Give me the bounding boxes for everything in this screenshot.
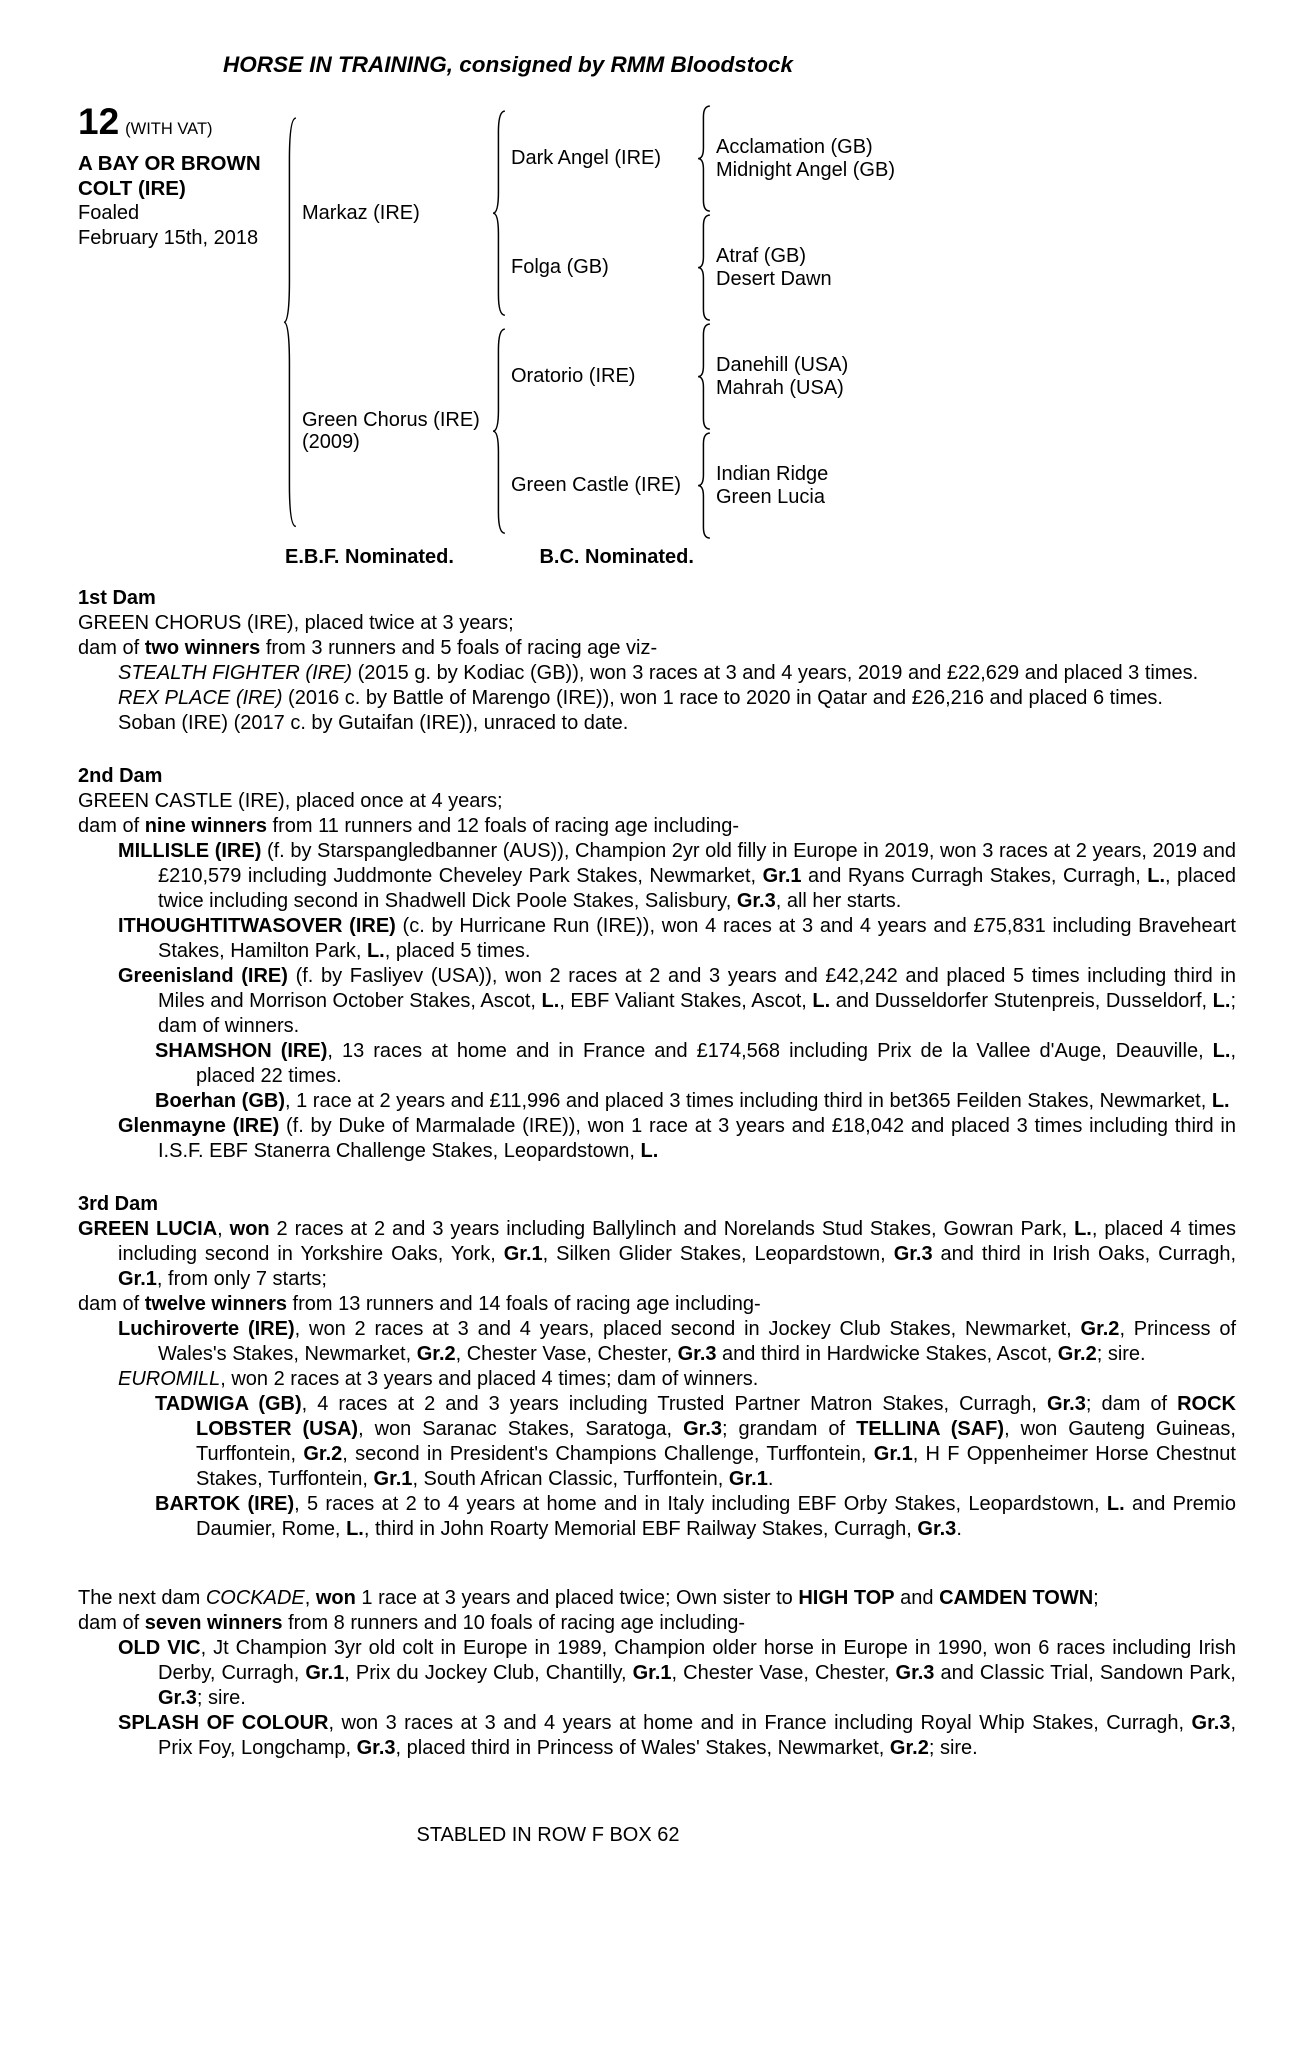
section-heading: 3rd Dam (78, 1192, 159, 1215)
paragraph: Glenmayne (IRE) (f. by Duke of Marmalade (IRE)), won 1 race at 3 years and £18,042 and placed 3 times including third in I.S.F. EBF Stanerra Challenge Stakes, Leopardstown, L. (118, 1114, 1237, 1162)
dam-dam-dam-name: Green Lucia (716, 485, 825, 508)
paragraph: ITHOUGHTITWASOVER (IRE) (c. by Hurricane Run (IRE)), won 4 races at 3 and 4 years and £75,831 including Braveheart Stakes, Hamilton Park, L., placed 5 times. (118, 914, 1236, 962)
paragraph: OLD VIC, Jt Champion 3yr old colt in Europe in 1989, Champion older horse in Europe in 1990, won 6 races including Irish Derby, Curragh, Gr.1, Prix du Jockey Club, Chantilly, Gr.1, Chester Vase, Chester, Gr.3 and Classic Trial, Sandown Park, Gr.3; sire. (118, 1636, 1236, 1709)
colt-description (78, 151, 283, 201)
dam-year: (2009) (302, 431, 360, 454)
paragraph: SHAMSHON (IRE), 13 races at home and in France and £174,568 including Prix de la Vallee d'Auge, Deauville, L., placed 22 times. (155, 1039, 1236, 1087)
paragraph: Luchiroverte (IRE), won 2 races at 3 and 4 years, placed second in Jockey Club Stakes, Newmarket, Gr.2, Princess of Wales's Stakes, Newmarket, Gr.2, Chester Vase, Chester, Gr.3 and third in Hardwicke Stakes, Ascot, Gr.2; sire. (118, 1317, 1236, 1365)
paragraph: TADWIGA (GB), 4 races at 2 and 3 years including Trusted Partner Matron Stakes, Curragh, Gr.3; dam of ROCK LOBSTER (USA), won Saranac Stakes, Saratoga, Gr.3; grandam of TELLINA (SAF), won Gauteng Guineas, Turffontein, Gr.2, second in President's Champions Challenge, Turffontein, Gr.1, H F Oppenheimer Horse Chestnut Stakes, Turffontein, Gr.1, South African Classic, Turffontein, Gr.1. (155, 1392, 1236, 1490)
sire-dam-name: Folga (GB) (511, 256, 609, 279)
sire-dam-dam-name: Desert Dawn (716, 267, 832, 290)
paragraph: BARTOK (IRE), 5 races at 2 to 4 years at home and in Italy including EBF Orby Stakes, Leopardstown, L. and Premio Daumier, Rome, L., third in John Roarty Memorial EBF Railway Stakes, Curragh, Gr.3. (155, 1492, 1236, 1540)
brace-icon (283, 104, 298, 541)
paragraph: GREEN LUCIA, won 2 races at 2 and 3 years including Ballylinch and Norelands Stud Stakes, Gowran Park, L., placed 4 times including second in Yorkshire Oaks, York, Gr.1, Silken Glider Stakes, Leopardstown, Gr.3 and third in Irish Oaks, Curragh, Gr.1, from only 7 starts; (78, 1217, 1236, 1290)
dam-sire-sire-name: Danehill (USA) (716, 353, 849, 376)
pedigree-section (78, 1586, 1236, 1761)
dam-dam-name: Green Castle (IRE) (511, 474, 682, 497)
paragraph: Greenisland (IRE) (f. by Fasliyev (USA)), won 2 races at 2 and 3 years and £42,242 and placed 5 times including third in Miles and Morrison October Stakes, Ascot, L., EBF Valiant Stakes, Ascot, L. and Dusseldorfer Stutenpreis, Dusseldorf, L.; dam of winners. (118, 964, 1236, 1037)
brace-icon (492, 322, 507, 540)
dam-dam-sire-name: Indian Ridge (716, 462, 829, 485)
section-heading: 2nd Dam (78, 764, 163, 787)
paragraph: GREEN CHORUS (IRE), placed twice at 3 years; (78, 611, 514, 634)
section-heading: 1st Dam (78, 586, 156, 609)
paragraph: dam of twelve winners from 13 runners and 14 foals of racing age including- (78, 1292, 761, 1315)
paragraph: REX PLACE (IRE) (2016 c. by Battle of Marengo (IRE)), won 1 race to 2020 in Qatar and £26,216 and placed 6 times. (118, 686, 1163, 709)
paragraph: STEALTH FIGHTER (IRE) (2015 g. by Kodiac (GB)), won 3 races at 3 and 4 years, 2019 and £22,629 and placed 3 times. (118, 661, 1199, 684)
colt-description-line1: A BAY OR BROWN (78, 152, 261, 175)
paragraph: MILLISLE (IRE) (f. by Starspangledbanner (AUS)), Champion 2yr old filly in Europe in 2019, won 3 races at 2 years, 2019 and £210,579 including Juddmonte Cheveley Park Stakes, Newmarket, Gr.1 and Ryans Curragh Stakes, Curragh, L., placed twice including second in Shadwell Dick Poole Stakes, Salisbury, Gr.3, all her starts. (118, 839, 1236, 912)
dam-sire-name: Oratorio (IRE) (511, 365, 636, 388)
foaled-label: Foaled (78, 202, 140, 224)
paragraph: EUROMILL, won 2 races at 3 years and placed 4 times; dam of winners. (118, 1367, 759, 1390)
sire-sire-sire-name: Acclamation (GB) (716, 135, 873, 158)
paragraph: The next dam COCKADE, won 1 race at 3 years and placed twice; Own sister to HIGH TOP and CAMDEN TOWN; (78, 1586, 1099, 1609)
dam-name-text: Green Chorus (IRE) (302, 409, 480, 432)
brace-icon (492, 104, 507, 322)
stabling-note: STABLED IN ROW F BOX 62 (416, 1823, 680, 1846)
lot-header-area (78, 101, 1314, 541)
lot-number: 12 (78, 101, 120, 142)
pedigree-section (78, 764, 1236, 1164)
ebf-nominated-label: E.B.F. Nominated. (285, 545, 454, 568)
paragraph: Soban (IRE) (2017 c. by Gutaifan (IRE)), unraced to date. (118, 711, 629, 734)
paragraph: SPLASH OF COLOUR, won 3 races at 3 and 4 years at home and in France including Royal Whip Stakes, Curragh, Gr.3, Prix Foy, Longchamp, Gr.3, placed third in Princess of Wales' Stakes, Newmarket, Gr.2; sire. (118, 1711, 1237, 1759)
pedigree-tree (283, 104, 895, 541)
nominations-row (285, 545, 1314, 570)
page-title: HORSE IN TRAINING, consigned by RMM Bloodstock (222, 52, 794, 77)
sire-sire-name: Dark Angel (IRE) (511, 147, 662, 170)
colt-description-line2: COLT (IRE) (78, 177, 186, 200)
brace-icon (697, 104, 712, 213)
dam-sire-dam-name: Mahrah (USA) (716, 376, 844, 399)
paragraph: dam of seven winners from 8 runners and 10 foals of racing age including- (78, 1611, 746, 1634)
dam-name (302, 409, 492, 453)
brace-icon (697, 322, 712, 431)
paragraph: dam of two winners from 3 runners and 5 foals of racing age viz- (78, 636, 658, 659)
lot-info-column (78, 101, 283, 251)
paragraph: GREEN CASTLE (IRE), placed once at 4 years; (78, 789, 503, 812)
pedigree-sections (78, 586, 1236, 1761)
bc-nominated-label: B.C. Nominated. (539, 545, 694, 568)
paragraph: dam of nine winners from 11 runners and 12 foals of racing age including- (78, 814, 740, 837)
brace-icon (697, 431, 712, 540)
sire-sire-dam-name: Midnight Angel (GB) (716, 158, 895, 181)
brace-icon (697, 213, 712, 322)
sire-dam-sire-name: Atraf (GB) (716, 244, 807, 267)
foaled-date: February 15th, 2018 (78, 227, 259, 249)
pedigree-section (78, 1192, 1236, 1542)
sire-name: Markaz (IRE) (302, 202, 420, 225)
paragraph: Boerhan (GB), 1 race at 2 years and £11,996 and placed 3 times including third in bet365 Feilden Stakes, Newmarket, L. (155, 1089, 1230, 1112)
pedigree-section (78, 586, 1236, 736)
vat-note: (WITH VAT) (125, 120, 213, 138)
